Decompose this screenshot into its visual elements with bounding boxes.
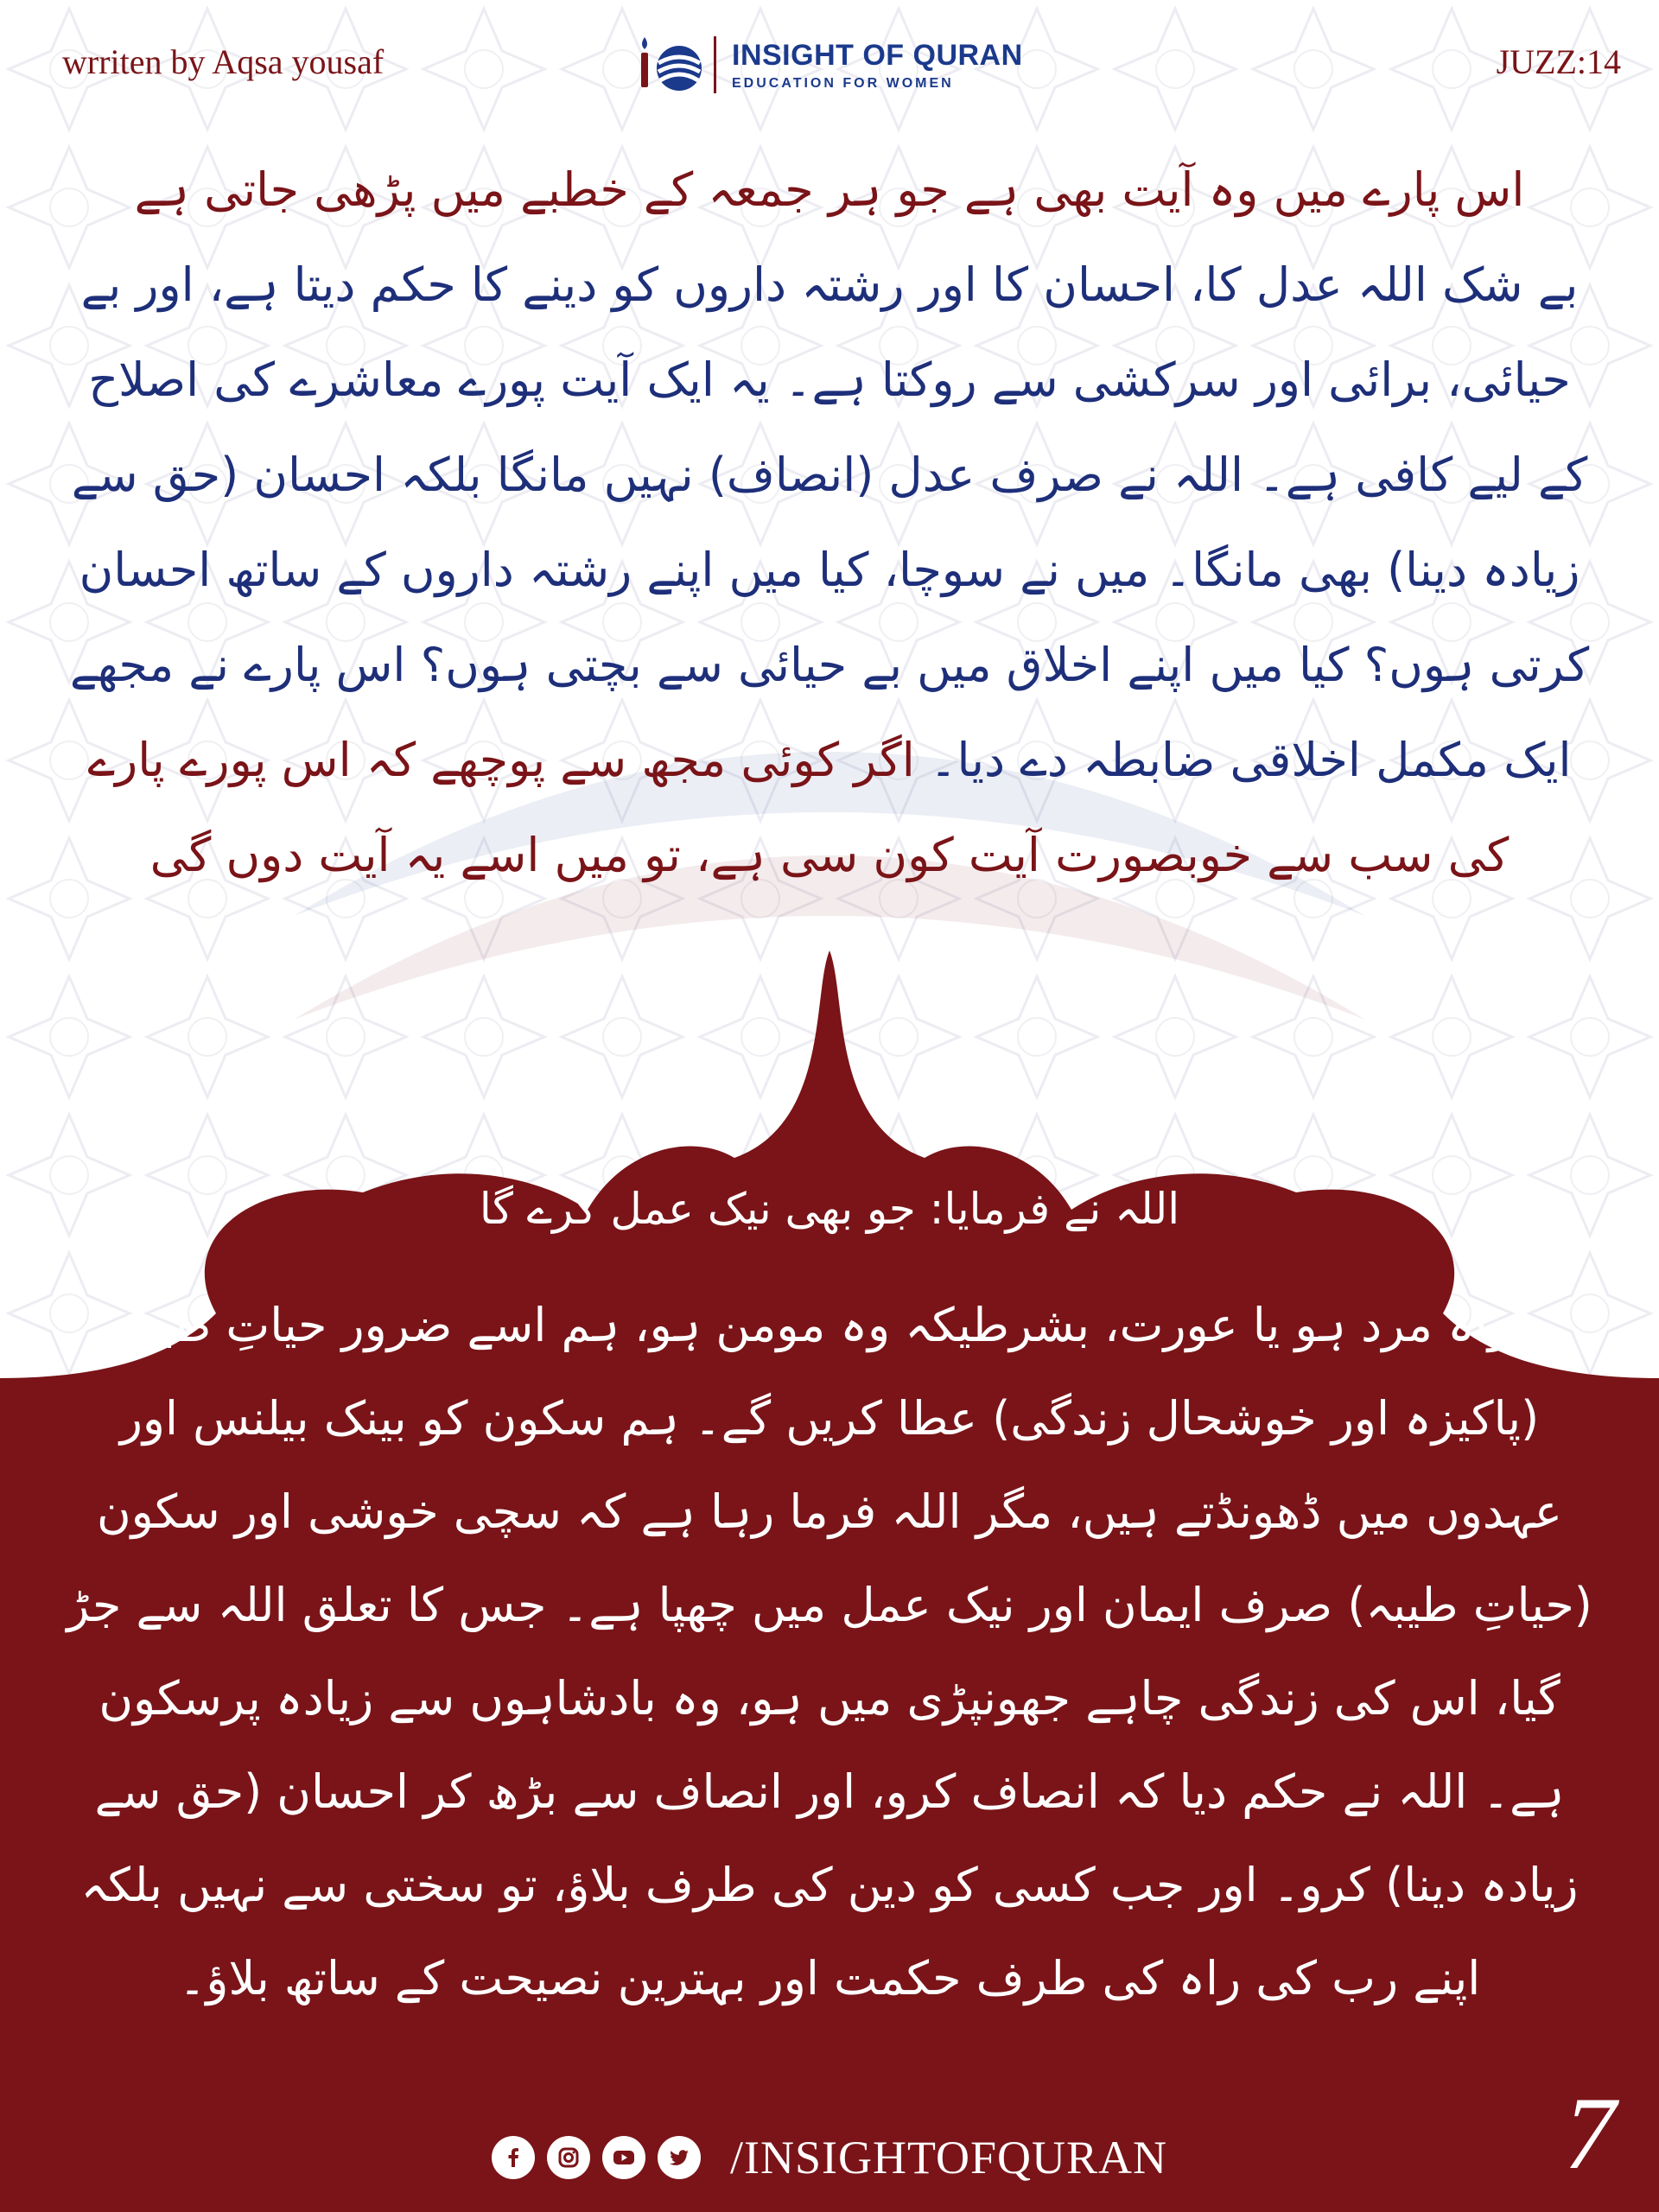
youtube-icon[interactable] [602, 2136, 645, 2179]
banner-body-block [60, 1279, 1599, 2025]
banner-title: اللہ نے فرمایا: جو بھی نیک عمل کرے گا [479, 1184, 1180, 1234]
brand-subtitle: EDUCATION FOR WOMEN [732, 75, 954, 91]
logo-divider [714, 36, 716, 93]
intro-heading: اس پارے میں وہ آیت بھی ہے جو ہر جمعہ کے خطبے میں پڑھی جاتی ہے [134, 162, 1525, 217]
upper-body-text: بے شک اللہ عدل کا، احسان کا اور رشتہ داروں کو دینے کا حکم دیتا ہے، اور بے حیائی، برائی اور سرکشی سے روکتا ہے۔ یہ ایک آیت پورے معاشرے کی اصلاح کے لیے کافی ہے۔ اللہ نے صرف عدل (انصاف) نہیں مانگا بلکہ احسان (حق سے زیادہ دینا) بھی مانگا۔ میں نے سوچا، کیا میں اپنے رشتہ داروں کے ساتھ احسان کرتی ہوں؟ کیا میں اپنے اخلاق میں بے حیائی سے بچتی ہوں؟ اس پارے نے مجھے ایک مکمل اخلاقی ضابطہ دے دیا۔ [69, 257, 1590, 787]
juz-label: JUZZ:14 [1496, 42, 1621, 81]
facebook-icon[interactable] [492, 2136, 535, 2179]
twitter-icon[interactable] [658, 2136, 701, 2179]
social-footer [0, 2127, 1659, 2188]
upper-closing-text: اگر کوئی مجھ سے پوچھے کہ اس پورے پارے کی سب سے خوبصورت آیت کون سی ہے، تو میں اسے یہ آیت دوں گی [87, 733, 1510, 882]
brand-logo [636, 26, 1023, 104]
author-credit: wrriten by Aqsa yousaf [62, 42, 385, 81]
instagram-icon[interactable] [547, 2136, 590, 2179]
brand-title: INSIGHT OF QURAN [732, 38, 1023, 72]
banner-body-text: خواہ مرد ہو یا عورت، بشرطیکہ وہ مومن ہو، ہم اسے ضرور حیاتِ طیبہ (پاکیزہ اور خوشحال زندگی) عطا کریں گے۔ ہم سکون کو بینک بیلنس اور عہدوں میں ڈھونڈتے ہیں، مگر اللہ فرما رہا ہے کہ سچی خوشی اور سکون (حیاتِ طیبہ) صرف ایمان اور نیک عمل میں چھپا ہے۔ جس کا تعلق اللہ سے جڑ گیا، اس کی زندگی چاہے جھونپڑی میں ہو، وہ بادشاہوں سے زیادہ پرسکون ہے۔ اللہ نے حکم دیا کہ انصاف کرو، اور انصاف سے بڑھ کر احسان (حق سے زیادہ دینا) کرو۔ اور جب کسی کو دین کی طرف بلاؤ، تو سختی سے نہیں بلکہ اپنے رب کی راہ کی طرف حکمت اور بہترین نصیحت کے ساتھ بلاؤ۔ [67, 1298, 1592, 2005]
quran-logo-icon [636, 30, 705, 99]
social-handle[interactable]: /INSIGHTOFQURAN [729, 2132, 1168, 2183]
page-number: 7 [1564, 2075, 1616, 2190]
upper-text-block [60, 143, 1599, 903]
